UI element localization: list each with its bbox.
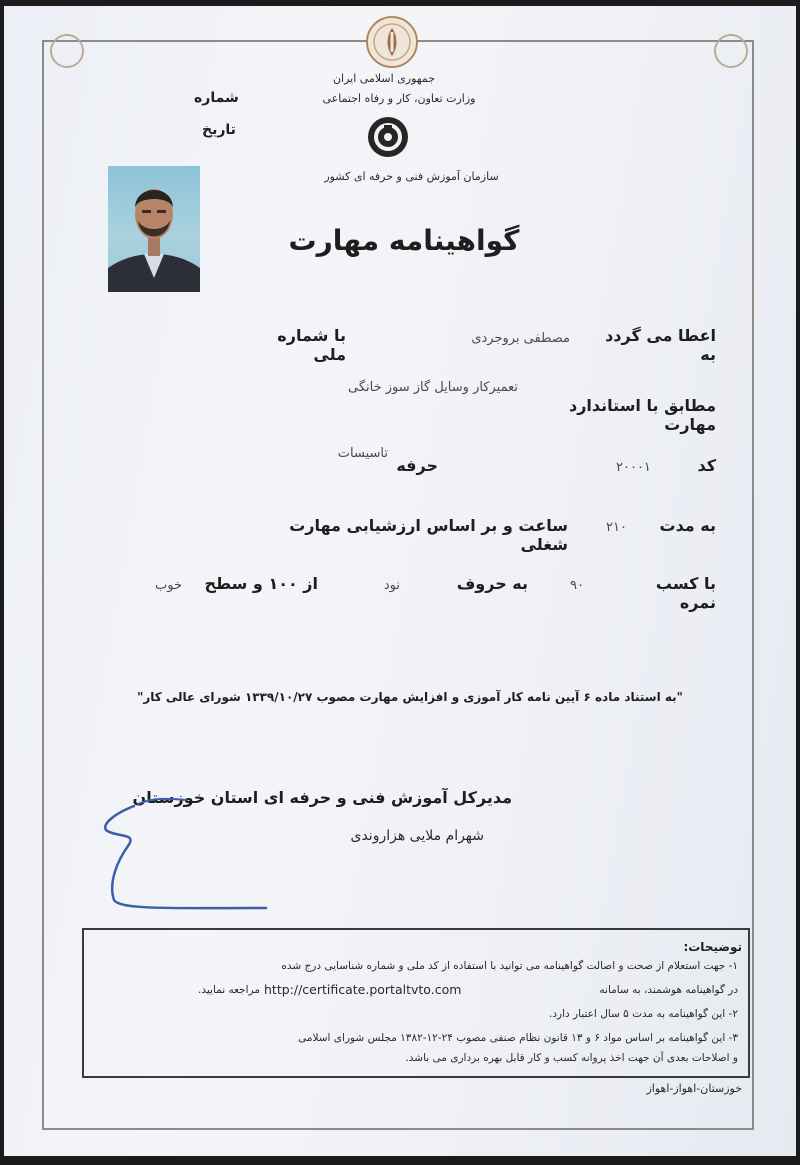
code-value: ۲۰۰۰۱ (616, 460, 651, 475)
notes-heading: توضیحات: (683, 940, 742, 954)
legal-basis-text: "به استناد ماده ۶ آیین نامه کار آموزی و افزایش مهارت مصوب ۱۳۳۹/۱۰/۲۷ شورای عالی کار" (137, 690, 683, 704)
note-line-2-tail: مراجعه نمایید. (198, 984, 260, 996)
signatory-name: شهرام ملایی هزاروندی (350, 828, 484, 844)
certificate-title: گواهینامه مهارت (288, 224, 520, 257)
note-line-4: ۳- این گواهینامه بر اساس مواد ۶ و ۱۳ قانون نظام صنفی مصوب ۲۴-۱۲-۱۳۸۲ مجلس شورای اسلامی (298, 1032, 738, 1044)
corner-ornament (50, 34, 84, 68)
number-label: شماره (194, 90, 239, 106)
corner-ornament (714, 34, 748, 68)
hours-text: ساعت و بر اساس ارزشیابی مهارت شغلی (289, 516, 568, 554)
tvto-logo-icon (364, 114, 412, 160)
date-label: تاریخ (202, 122, 236, 138)
trade-value: تاسیسات (337, 446, 388, 461)
in-words-label: به حروف (456, 574, 528, 593)
note-line-1: ۱- جهت استعلام از صحت و اصالت گواهینامه می توانید با استفاده از کد ملی و شماره شناسایی درج شده (281, 960, 738, 972)
granted-to-label: اعطا می گردد به (605, 326, 716, 364)
score-words: نود (383, 578, 400, 593)
trade-label: حرفه (396, 456, 438, 475)
iran-emblem-icon (364, 14, 420, 70)
out-of-label: از ۱۰۰ و سطح (204, 574, 318, 593)
national-id-label: با شماره ملی (277, 326, 346, 364)
duration-label: به مدت (659, 516, 716, 535)
code-label: کد (697, 456, 716, 475)
organization-label: سازمان آموزش فنی و حرفه ای کشور (324, 170, 499, 183)
holder-photo (108, 166, 200, 292)
duration-value: ۲۱۰ (606, 520, 627, 535)
holder-name: مصطفی بروجردی (471, 331, 570, 346)
certificate-url: http://certificate.portaltvto.com (264, 982, 462, 997)
note-line-2: در گواهینامه هوشمند، به سامانه (599, 984, 738, 996)
standard-value: تعمیرکار وسایل گاز سوز خانگی (348, 380, 518, 395)
score-value: ۹۰ (570, 578, 584, 593)
handwritten-signature (94, 794, 284, 920)
standard-label: مطابق با استاندارد مهارت (569, 396, 716, 434)
note-line-3: ۲- این گواهینامه به مدت ۵ سال اعتبار دارد. (549, 1008, 738, 1020)
level-value: خوب (155, 578, 182, 593)
ministry-label: وزارت تعاون، کار و رفاه اجتماعی (322, 92, 476, 105)
note-line-5: و اصلاحات بعدی آن جهت اخذ پروانه کسب و کار قابل بهره برداری می باشد. (405, 1052, 738, 1064)
score-label: با کسب نمره (655, 574, 716, 612)
footer-location: خوزستان-اهواز-اهواز (646, 1082, 742, 1095)
certificate-sheet (4, 6, 796, 1156)
republic-label: جمهوری اسلامی ایران (332, 72, 436, 85)
signatory-title: مدیرکل آموزش فنی و حرفه ای استان خوزستان (132, 788, 512, 807)
